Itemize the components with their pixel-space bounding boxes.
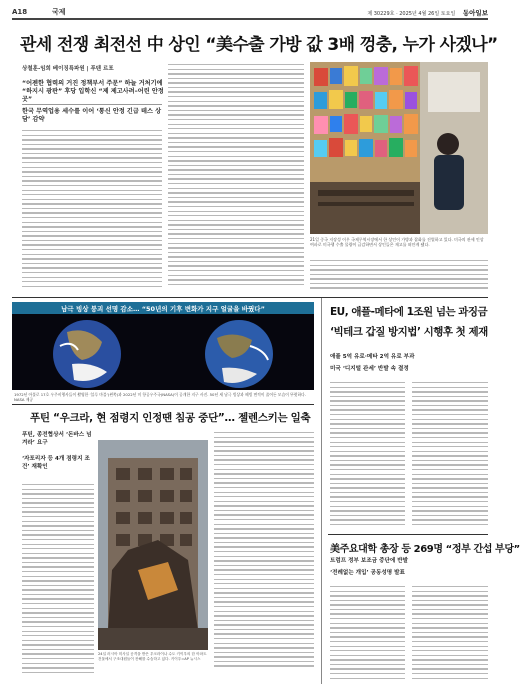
top-story-body-col-3 (232, 64, 304, 290)
market-photo-caption: 21일 중국 저장성 이우 국제무역시장에서 한 상인이 가방과 잡화를 진열하고 있다. 미국의 관세 인상 여파로 미국행 수출 물량이 급감하면서 상인들은 재고를 떠안게 됐다. (310, 237, 484, 247)
top-story-subhead-1: “어젠한 협력의 거진 정책부서 주문” 하늘 거처기에 “하지시 광판” 후당 입학신 “제 제고사려–어린 안정 곳” (22, 80, 164, 103)
section-divider (12, 297, 488, 298)
us-story-headline: 美주요대학 총장 등 269명 “정부 간섭 부당” (330, 544, 520, 555)
kyiv-strike-photo (98, 440, 208, 650)
us-divider (328, 534, 488, 535)
kyiv-photo-caption: 24일 러시아 미사일 공격을 받은 우크라이나 수도 키이우의 한 아파트 건물에서 구조대원들이 잔해를 수습하고 있다. 키이우=AP 뉴시스 (98, 652, 207, 661)
putin-story-subhead-1: 푸틴, 종전협상서 ‘돈바스 넘겨라’ 요구 (22, 432, 92, 446)
us-story-subhead-1: 트럼프 정부 보조금 중단에 반발 (330, 558, 409, 564)
top-story-headline: 관세 전쟁 최전선 中 상인 “美수출 가방 값 3배 껑충, 누가 사겠나” (20, 35, 498, 55)
eu-story-subhead-1: 애플 5억 유로·메타 2억 유로 부과 (330, 354, 415, 360)
section-name: 국제 (52, 8, 66, 16)
right-column-rule (321, 298, 322, 684)
subhead-divider (22, 104, 162, 105)
top-story-body-col-4 (310, 260, 488, 294)
earth-photos-panel (12, 302, 314, 390)
top-story-subhead-2: 한국 무역업용 세수를 이어 ‘통신 안정 긴급 테스 상담’ 감약 (22, 108, 162, 123)
market-stall-photo (310, 62, 488, 234)
earth-story-title: 남극 빙상 붕괴 선명 감소… “50년의 기후 변화가 지구 얼굴을 바꿨다” (61, 305, 265, 313)
eu-story-subhead-2: 미국 ‘디지털 관세’ 반발 속 결정 (330, 366, 409, 372)
page-number: A18 (12, 8, 28, 16)
issue-date: 제 30229호 · 2025년 4월 26일 토요일 (367, 11, 456, 17)
eu-story-headline-1: EU, 애플-메타에 1조원 넘는 과징금 (330, 306, 488, 318)
eu-story-body-col-1 (330, 382, 405, 532)
issue-info (367, 8, 488, 17)
us-story-body-col-2 (412, 586, 488, 684)
putin-story-subhead-2: ‘자포리자 등 4개 점령지 조건’ 재확인 (22, 456, 90, 470)
eu-story-body-col-2 (412, 382, 488, 532)
top-story-byline: 상철훈-임희 베이징특파원 | 푸텐 르포 (22, 66, 114, 72)
putin-story-body-col-2 (214, 432, 314, 682)
putin-story-body-col-1 (22, 484, 94, 684)
us-story-body-col-1 (330, 586, 405, 684)
putin-divider (12, 404, 314, 405)
eu-story-headline-2: ‘빅테크 갑질 방지법’ 시행후 첫 제재 (330, 326, 488, 338)
putin-story-headline: 푸틴 “우크라, 현 점령지 인정땐 침공 중단”… 젤렌스키는 일축 (30, 412, 311, 424)
newspaper-logo: 동아일보 (462, 9, 488, 17)
top-story-body-col-1 (22, 130, 162, 290)
earth-photos-caption: 1972년 아폴로 17호 우주비행사들이 촬영한 ‘블루 마블’(왼쪽)과 2022년 미 항공우주국(NASA)이 공개한 지구 사진. 50년 새 남극 빙상과 해빙 면적이 줄어든 모습이 뚜렷하다. NASA 제공 (14, 392, 306, 402)
masthead-rule (12, 18, 488, 20)
us-story-subhead-2: ‘전례없는 개입’ 공동성명 발표 (330, 570, 405, 576)
